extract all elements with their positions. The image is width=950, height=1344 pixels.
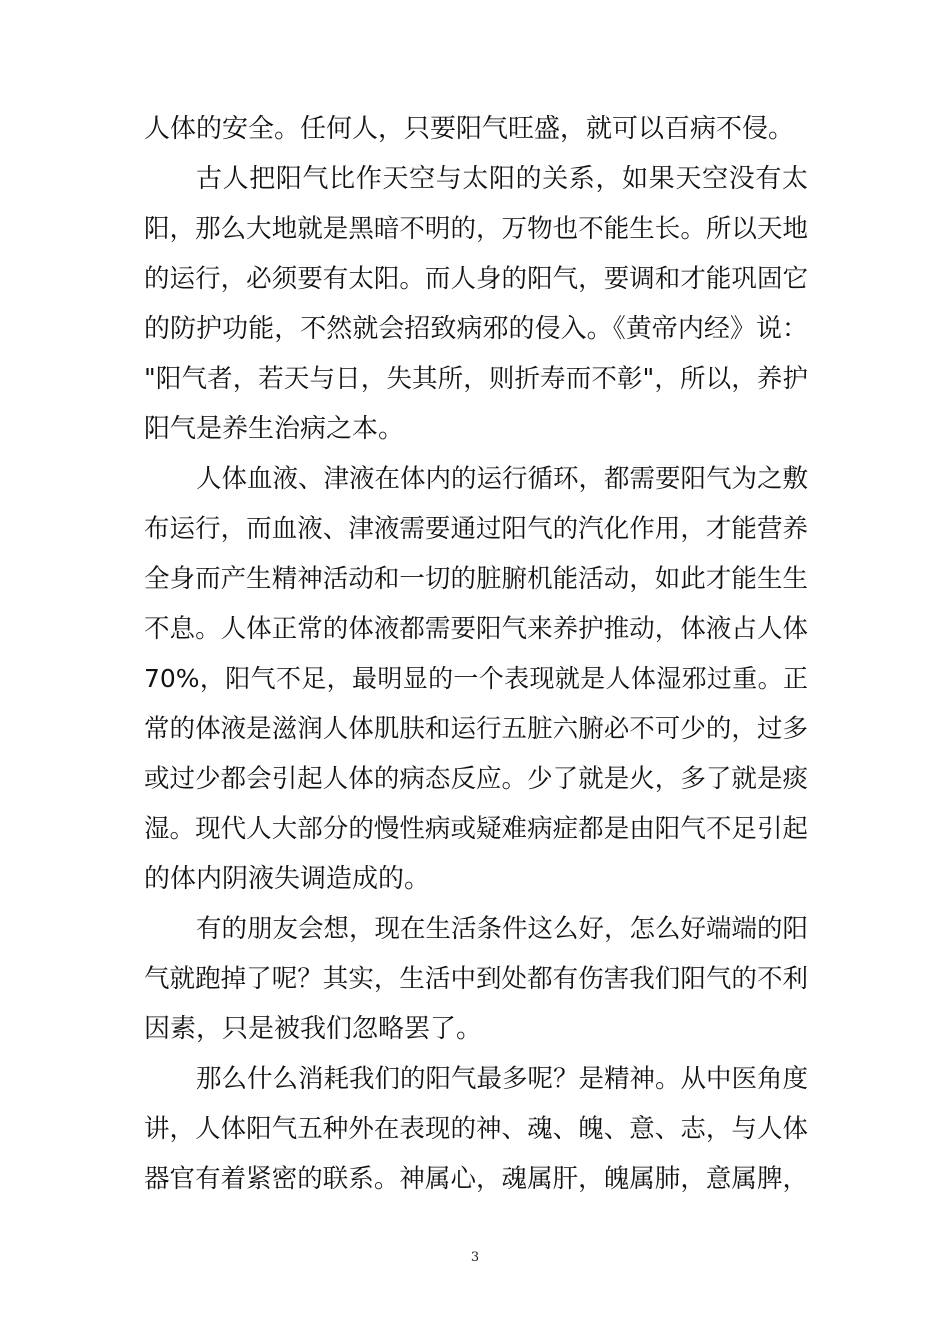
text-line: 有的朋友会想，现在生活条件这么好，怎么好端端的阳: [196, 914, 808, 944]
text-line: 阳气是养生治病之本。: [144, 414, 405, 444]
text-line: 因素，只是被我们忽略罢了。: [144, 1014, 483, 1044]
text-line: 人体的安全。任何人，只要阳气旺盛，就可以百病不侵。: [144, 114, 795, 144]
text-line: 70%，阳气不足，最明显的一个表现就是人体湿邪过重。正: [144, 664, 808, 693]
text-line: 古人把阳气比作天空与太阳的关系，如果天空没有太: [196, 164, 808, 194]
text-line: 人体血液、津液在体内的运行循环，都需要阳气为之敷: [196, 464, 808, 494]
text-line: 或过少都会引起人体的病态反应。少了就是火，多了就是痰: [144, 764, 808, 794]
paragraph: [144, 454, 808, 904]
paragraph: [144, 104, 808, 154]
paragraph: [144, 154, 808, 454]
text-line: "阳气者，若天与日，失其所，则折寿而不彰"，所以，养护: [144, 364, 808, 394]
text-line: 阳，那么大地就是黑暗不明的，万物也不能生长。所以天地: [144, 214, 808, 244]
text-line: 讲，人体阳气五种外在表现的神、魂、魄、意、志，与人体: [144, 1114, 808, 1144]
text-line: 器官有着紧密的联系。神属心，魂属肝，魄属肺，意属脾，: [144, 1164, 808, 1194]
text-line: 的防护功能，不然就会招致病邪的侵入。《黄帝内经》说：: [144, 314, 808, 344]
text-line: 气就跑掉了呢？其实，生活中到处都有伤害我们阳气的不利: [144, 964, 808, 994]
text-line: 那么什么消耗我们的阳气最多呢？是精神。从中医角度: [196, 1064, 808, 1094]
text-line: 不息。人体正常的体液都需要阳气来养护推动，体液占人体: [144, 614, 808, 644]
text-line: 全身而产生精神活动和一切的脏腑机能活动，如此才能生生: [144, 564, 808, 594]
text-line: 的运行，必须要有太阳。而人身的阳气，要调和才能巩固它: [144, 264, 808, 294]
text-line: 的体内阴液失调造成的。: [144, 864, 431, 894]
text-line: 常的体液是滋润人体肌肤和运行五脏六腑必不可少的，过多: [144, 714, 808, 744]
body-text: [144, 104, 808, 1204]
text-line: 湿。现代人大部分的慢性病或疑难病症都是由阳气不足引起: [144, 814, 808, 844]
paragraph: [144, 904, 808, 1054]
page-number: 3: [470, 1250, 480, 1265]
text-line: 布运行，而血液、津液需要通过阳气的汽化作用，才能营养: [144, 514, 808, 544]
paragraph: [144, 1054, 808, 1204]
